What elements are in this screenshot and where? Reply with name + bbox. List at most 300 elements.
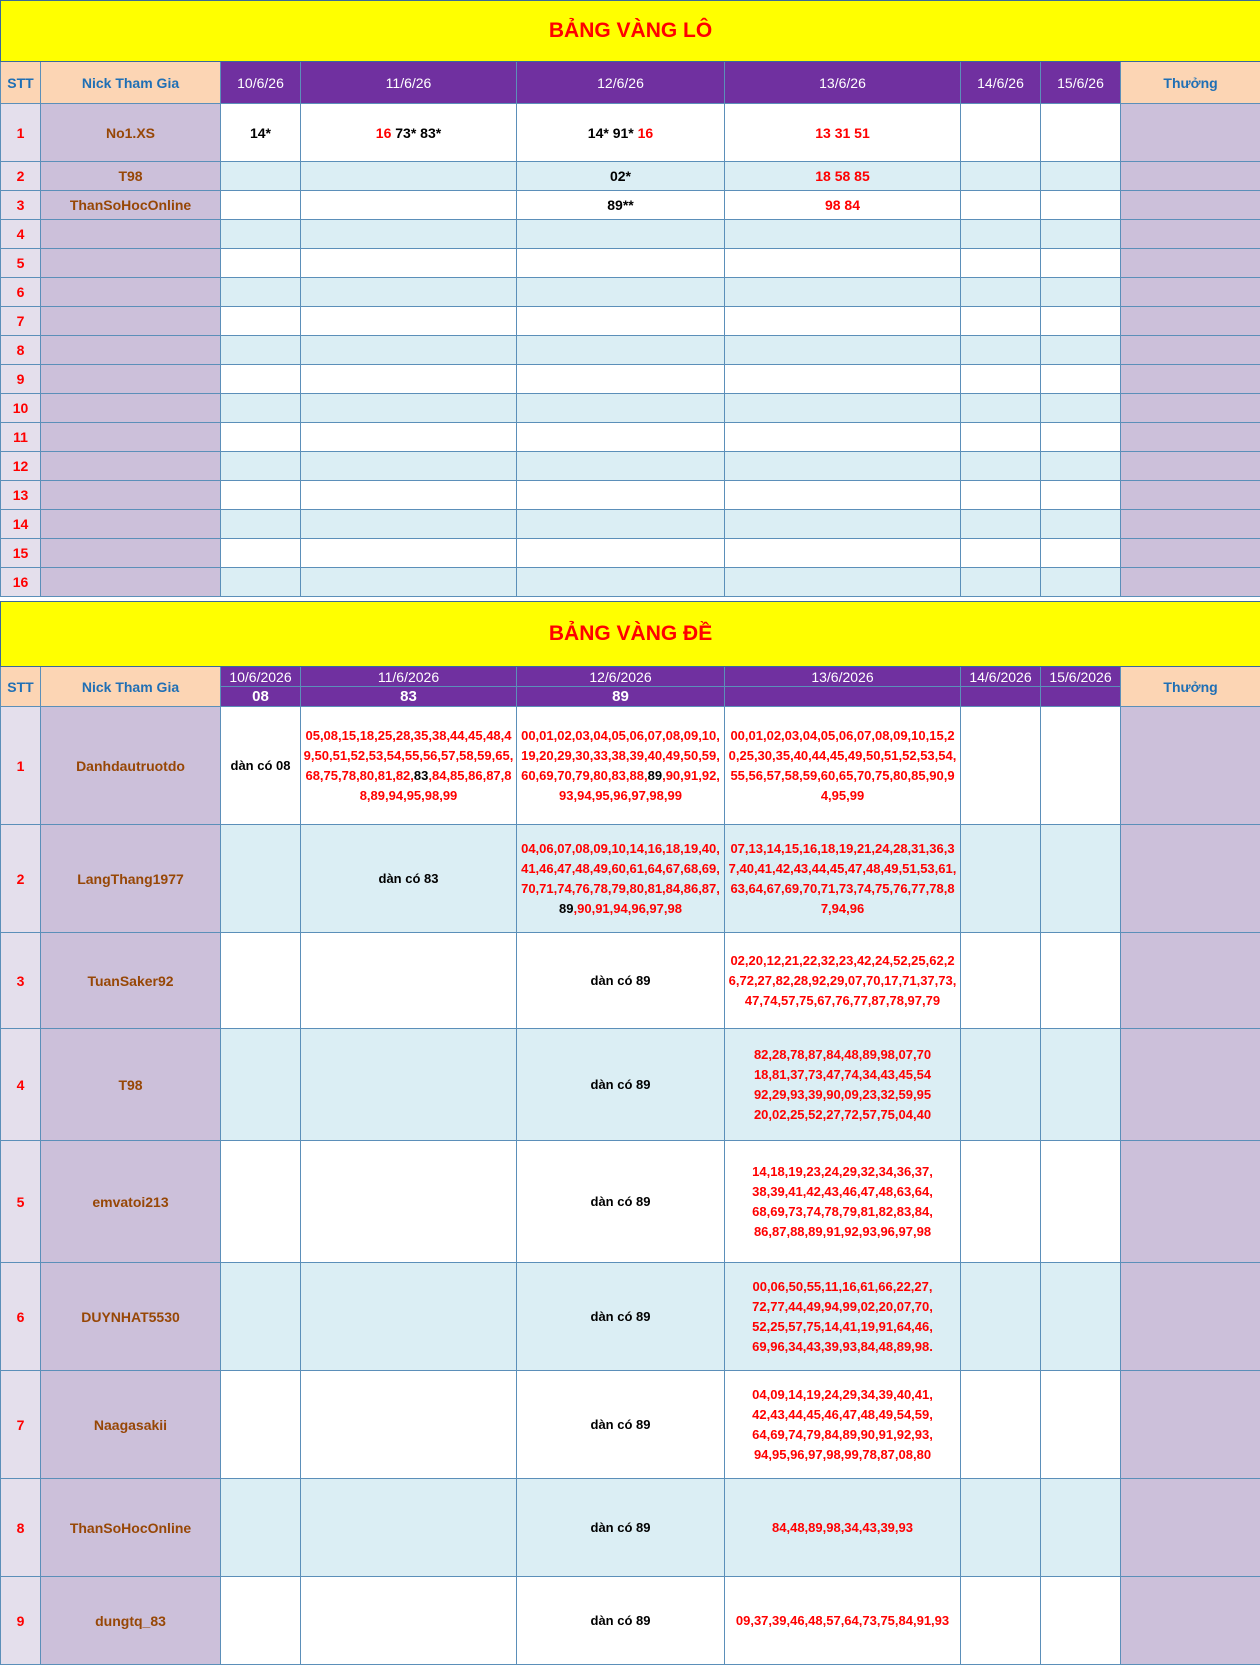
- lo-cell: [725, 307, 961, 336]
- de-numbers: 07,13,14,15,16,18,19,21,24,28,31,36,37,40,41,42,43,44,45,47,48,49,51,53,61,63,64,67,69,70,71,73,74,75,76,77,78,87,94,96: [728, 840, 957, 916]
- table-row: [1, 365, 1260, 394]
- table-row: [1, 220, 1260, 249]
- row-stt: 5: [1, 249, 41, 278]
- lo-cell: [517, 481, 725, 510]
- lo-cell: [221, 423, 301, 452]
- de-result: [1041, 687, 1121, 707]
- lo-cell: [725, 365, 961, 394]
- lo-cell: [725, 394, 961, 423]
- row-stt: 16: [1, 568, 41, 597]
- lo-cell: [1041, 481, 1121, 510]
- row-stt: 2: [1, 825, 41, 933]
- de-cell: [221, 825, 301, 933]
- row-stt: 10: [1, 394, 41, 423]
- lo-header-nick: Nick Tham Gia: [41, 62, 221, 104]
- row-nick: No1.XS: [41, 104, 221, 162]
- row-reward: [1121, 1141, 1260, 1263]
- de-cell: dàn có 08: [221, 707, 301, 825]
- lo-cell: [1041, 365, 1121, 394]
- de-cell: [725, 707, 961, 825]
- lo-cell: [961, 307, 1041, 336]
- row-reward: [1121, 452, 1260, 481]
- de-cell: [1041, 1371, 1121, 1479]
- lo-cell: [221, 162, 301, 191]
- de-cell: [961, 1577, 1041, 1665]
- de-header-nick: Nick Tham Gia: [41, 667, 221, 707]
- de-numbers: 14,18,19,23,24,29,32,34,36,37, 38,39,41,42,43,46,47,48,63,64, 68,69,73,74,78,79,81,82,83,84, 86,87,88,89,91,92,93,96,97,98: [752, 1163, 933, 1239]
- lo-cell: [517, 452, 725, 481]
- lo-cell: [961, 481, 1041, 510]
- row-stt: 1: [1, 104, 41, 162]
- table-row: [1, 510, 1260, 539]
- lo-cell: [301, 423, 517, 452]
- lo-cell: [1041, 307, 1121, 336]
- de-result: [961, 687, 1041, 707]
- de-cell: dàn có 89: [517, 1141, 725, 1263]
- row-nick: [41, 307, 221, 336]
- lo-cell: [961, 336, 1041, 365]
- table-row: [1, 1141, 1260, 1263]
- lo-cell: [725, 568, 961, 597]
- de-numbers: 05,08,15,18,25,28,35,38,44,45,48,49,50,51,52,53,54,55,56,57,58,59,65,68,75,78,80,81,82,: [303, 727, 514, 783]
- row-reward: [1121, 1263, 1260, 1371]
- lo-cell: [221, 365, 301, 394]
- row-stt: 5: [1, 1141, 41, 1263]
- lo-table: [0, 0, 1260, 597]
- lo-cell: [1041, 162, 1121, 191]
- lo-cell: [961, 220, 1041, 249]
- lo-cell: 13 31 51: [725, 104, 961, 162]
- row-reward: [1121, 191, 1260, 220]
- de-cell: [961, 707, 1041, 825]
- table-row: [1, 191, 1260, 220]
- row-stt: 14: [1, 510, 41, 539]
- lo-cell: [725, 481, 961, 510]
- row-stt: 2: [1, 162, 41, 191]
- row-reward: [1121, 933, 1260, 1029]
- row-reward: [1121, 825, 1260, 933]
- row-reward: [1121, 707, 1260, 825]
- lo-header-date: 15/6/26: [1041, 62, 1121, 104]
- row-stt: 6: [1, 1263, 41, 1371]
- de-hit: 89: [647, 767, 663, 783]
- row-reward: [1121, 481, 1260, 510]
- lo-cell: [221, 191, 301, 220]
- lo-cell: [301, 249, 517, 278]
- lo-cell: [301, 365, 517, 394]
- de-cell: dàn có 89: [517, 1479, 725, 1577]
- lo-header-stt: STT: [1, 62, 41, 104]
- row-nick: [41, 568, 221, 597]
- lo-hit: 16: [637, 124, 654, 141]
- lo-cell: [301, 481, 517, 510]
- de-hit: 89: [559, 900, 574, 916]
- lo-cell: [221, 249, 301, 278]
- table-row: [1, 452, 1260, 481]
- de-cell: dàn có 89: [517, 933, 725, 1029]
- row-nick: [41, 510, 221, 539]
- lo-cell: [1041, 423, 1121, 452]
- de-header-date: 10/6/2026: [221, 667, 301, 687]
- de-numbers: 00,01,02,03,04,05,06,07,08,09,10,15,20,25,30,35,40,44,45,49,50,51,52,53,54,55,56,57,58,59,60,65,70,75,80,85,90,94,95,99: [728, 727, 957, 803]
- lo-header-date: 10/6/26: [221, 62, 301, 104]
- lo-cell: [725, 452, 961, 481]
- lo-cell: [961, 162, 1041, 191]
- de-cell: [725, 1479, 961, 1577]
- de-cell: [301, 1371, 517, 1479]
- lo-hit: 16: [375, 124, 392, 141]
- lo-cell: [517, 307, 725, 336]
- de-cell: dàn có 83: [301, 825, 517, 933]
- de-cell: [1041, 707, 1121, 825]
- lo-cell: [1041, 539, 1121, 568]
- lo-cell: [517, 539, 725, 568]
- table-row: [1, 707, 1260, 825]
- de-numbers: ,90,91,92,93,94,95,96,97,98,99: [559, 767, 720, 803]
- lo-cell: [301, 394, 517, 423]
- lo-cell: 02*: [517, 162, 725, 191]
- lo-cell: [517, 365, 725, 394]
- de-cell: [961, 825, 1041, 933]
- de-cell: [221, 1577, 301, 1665]
- lo-cell: [1041, 249, 1121, 278]
- table-row: [1, 278, 1260, 307]
- row-nick: ThanSoHocOnline: [41, 191, 221, 220]
- table-row: [1, 481, 1260, 510]
- lo-cell: [221, 307, 301, 336]
- row-nick: [41, 394, 221, 423]
- lo-cell: [725, 423, 961, 452]
- lo-cell: [1041, 104, 1121, 162]
- lo-cell: [221, 539, 301, 568]
- de-cell: [961, 1029, 1041, 1141]
- row-reward: [1121, 307, 1260, 336]
- lo-cell: [301, 452, 517, 481]
- table-row: [1, 1263, 1260, 1371]
- de-cell: [725, 825, 961, 933]
- lo-cell: [517, 249, 725, 278]
- de-numbers: 84,48,89,98,34,43,39,93: [772, 1519, 913, 1535]
- de-header-date: 11/6/2026: [301, 667, 517, 687]
- lo-cell: [1041, 452, 1121, 481]
- lo-cell: [517, 423, 725, 452]
- lo-cell: [1041, 278, 1121, 307]
- lo-cell: [961, 249, 1041, 278]
- row-stt: 13: [1, 481, 41, 510]
- lo-cell: [1041, 191, 1121, 220]
- row-reward: [1121, 162, 1260, 191]
- row-nick: LangThang1977: [41, 825, 221, 933]
- row-nick: [41, 278, 221, 307]
- de-cell: [1041, 1029, 1121, 1141]
- row-stt: 3: [1, 933, 41, 1029]
- table-row: [1, 249, 1260, 278]
- lo-cell: [221, 568, 301, 597]
- de-cell: [961, 1371, 1041, 1479]
- row-nick: Danhdautruotdo: [41, 707, 221, 825]
- row-stt: 15: [1, 539, 41, 568]
- table-row: [1, 162, 1260, 191]
- row-reward: [1121, 220, 1260, 249]
- row-stt: 6: [1, 278, 41, 307]
- de-cell: [725, 933, 961, 1029]
- row-stt: 4: [1, 1029, 41, 1141]
- row-nick: T98: [41, 1029, 221, 1141]
- lo-cell: [517, 568, 725, 597]
- de-numbers: 09,37,39,46,48,57,64,73,75,84,91,93: [735, 1612, 950, 1628]
- row-reward: [1121, 336, 1260, 365]
- row-reward: [1121, 1479, 1260, 1577]
- lo-title: BẢNG VÀNG LÔ: [1, 1, 1260, 62]
- de-header-stt: STT: [1, 667, 41, 707]
- row-reward: [1121, 568, 1260, 597]
- de-cell: [725, 1263, 961, 1371]
- lo-header-date: 13/6/26: [725, 62, 961, 104]
- lo-cell: [221, 278, 301, 307]
- de-header-date: 15/6/2026: [1041, 667, 1121, 687]
- lo-cell: [221, 336, 301, 365]
- row-nick: ThanSoHocOnline: [41, 1479, 221, 1577]
- de-header-date: 13/6/2026: [725, 667, 961, 687]
- table-row: [1, 825, 1260, 933]
- row-nick: [41, 249, 221, 278]
- row-nick: [41, 539, 221, 568]
- lo-cell: [221, 481, 301, 510]
- de-numbers: 04,06,07,08,09,10,14,16,18,19,40,41,46,47,48,49,60,61,64,67,68,69,70,71,74,76,78,79,80,81,84,86,87,: [521, 840, 720, 896]
- lo-cell: [961, 423, 1041, 452]
- de-cell: [221, 1371, 301, 1479]
- lo-cell: [725, 510, 961, 539]
- de-cell: [221, 1479, 301, 1577]
- lo-cell: [221, 510, 301, 539]
- row-reward: [1121, 365, 1260, 394]
- de-cell: [301, 933, 517, 1029]
- lo-cell: [725, 220, 961, 249]
- row-reward: [1121, 1029, 1260, 1141]
- de-header-reward: Thưởng: [1121, 667, 1260, 707]
- lo-cell: [301, 162, 517, 191]
- lo-cell: [301, 278, 517, 307]
- lo-header-reward: Thưởng: [1121, 62, 1260, 104]
- row-nick: [41, 336, 221, 365]
- table-row: [1, 307, 1260, 336]
- row-nick: [41, 365, 221, 394]
- lo-pick: 14* 91*: [587, 124, 638, 141]
- de-cell: [301, 707, 517, 825]
- row-stt: 9: [1, 365, 41, 394]
- de-numbers: 02,20,12,21,22,32,23,42,24,52,25,62,26,72,27,82,28,92,29,07,70,17,71,37,73,47,74,57,75,67,76,77,87,78,97,79: [728, 952, 957, 1008]
- lo-cell: [301, 539, 517, 568]
- row-reward: [1121, 1577, 1260, 1665]
- de-cell: [961, 1263, 1041, 1371]
- row-stt: 12: [1, 452, 41, 481]
- row-reward: [1121, 423, 1260, 452]
- lo-cell: [1041, 510, 1121, 539]
- lo-header-date: 12/6/26: [517, 62, 725, 104]
- de-cell: [301, 1263, 517, 1371]
- de-cell: [221, 933, 301, 1029]
- table-row: [1, 1371, 1260, 1479]
- row-nick: DUYNHAT5530: [41, 1263, 221, 1371]
- row-stt: 7: [1, 1371, 41, 1479]
- table-row: [1, 1577, 1260, 1665]
- de-cell: [221, 1141, 301, 1263]
- de-cell: [725, 1371, 961, 1479]
- lo-cell: [301, 307, 517, 336]
- table-row: [1, 1029, 1260, 1141]
- de-cell: [1041, 1141, 1121, 1263]
- lo-cell: [1041, 220, 1121, 249]
- row-reward: [1121, 104, 1260, 162]
- de-cell: [301, 1577, 517, 1665]
- de-result: [725, 687, 961, 707]
- lo-pick: 73* 83*: [391, 124, 442, 141]
- row-stt: 9: [1, 1577, 41, 1665]
- de-header-date: 14/6/2026: [961, 667, 1041, 687]
- lo-cell: [961, 278, 1041, 307]
- row-nick: dungtq_83: [41, 1577, 221, 1665]
- row-nick: [41, 452, 221, 481]
- lo-cell: [301, 510, 517, 539]
- row-stt: 8: [1, 1479, 41, 1577]
- lo-cell: 98 84: [725, 191, 961, 220]
- row-reward: [1121, 1371, 1260, 1479]
- lo-cell: [517, 278, 725, 307]
- table-row: [1, 1479, 1260, 1577]
- de-numbers: 82,28,78,87,84,48,89,98,07,70 18,81,37,73,47,74,34,43,45,54 92,29,93,39,90,09,23,32,59,95 20,02,25,52,27,72,57,75,04,40: [753, 1046, 932, 1122]
- lo-cell: [961, 539, 1041, 568]
- table-row: [1, 568, 1260, 597]
- row-reward: [1121, 249, 1260, 278]
- de-numbers: ,84,85,86,87,88,89,94,95,98,99: [359, 767, 512, 803]
- de-cell: [961, 1479, 1041, 1577]
- lo-cell: [1041, 568, 1121, 597]
- row-nick: TuanSaker92: [41, 933, 221, 1029]
- de-cell: [221, 1029, 301, 1141]
- table-row: [1, 104, 1260, 162]
- row-stt: 1: [1, 707, 41, 825]
- de-cell: dàn có 89: [517, 1263, 725, 1371]
- row-stt: 4: [1, 220, 41, 249]
- row-stt: 8: [1, 336, 41, 365]
- de-result: 89: [517, 687, 725, 707]
- de-cell: [517, 707, 725, 825]
- de-cell: dàn có 89: [517, 1577, 725, 1665]
- row-nick: T98: [41, 162, 221, 191]
- de-hit: 83: [413, 767, 429, 783]
- lo-cell: [961, 394, 1041, 423]
- lo-cell: [517, 336, 725, 365]
- lo-cell: [221, 220, 301, 249]
- row-stt: 11: [1, 423, 41, 452]
- lo-cell: [301, 191, 517, 220]
- lo-cell: [725, 539, 961, 568]
- de-cell: [301, 1479, 517, 1577]
- row-stt: 7: [1, 307, 41, 336]
- de-cell: [961, 933, 1041, 1029]
- lo-header-date: 14/6/26: [961, 62, 1041, 104]
- de-cell: [961, 1141, 1041, 1263]
- de-cell: [725, 1577, 961, 1665]
- lo-cell: [961, 510, 1041, 539]
- lo-cell: [517, 510, 725, 539]
- lo-cell: [221, 452, 301, 481]
- de-cell: [301, 1141, 517, 1263]
- lo-cell: [517, 394, 725, 423]
- de-table: [0, 601, 1260, 1665]
- table-row: [1, 423, 1260, 452]
- de-cell: [725, 1141, 961, 1263]
- de-title: BẢNG VÀNG ĐỀ: [1, 602, 1260, 667]
- de-cell: [725, 1029, 961, 1141]
- lo-cell: [725, 249, 961, 278]
- lo-cell: 18 58 85: [725, 162, 961, 191]
- row-reward: [1121, 510, 1260, 539]
- de-numbers: 00,01,02,03,04,05,06,07,08,09,10,19,20,29,30,33,38,39,40,49,50,59,60,69,70,79,80,83,88,: [521, 727, 720, 783]
- lo-cell: [301, 104, 517, 162]
- de-numbers: 04,09,14,19,24,29,34,39,40,41, 42,43,44,45,46,47,48,49,54,59, 64,69,74,79,84,89,90,91,92,93, 94,95,96,97,98,99,78,87,08,80: [752, 1386, 933, 1462]
- de-cell: [1041, 1263, 1121, 1371]
- lo-cell: [961, 191, 1041, 220]
- de-cell: [221, 1263, 301, 1371]
- lo-cell: [961, 104, 1041, 162]
- de-cell: dàn có 89: [517, 1029, 725, 1141]
- lo-cell: [961, 452, 1041, 481]
- row-nick: [41, 220, 221, 249]
- lo-cell: [301, 568, 517, 597]
- lo-cell: [517, 220, 725, 249]
- de-cell: [1041, 1479, 1121, 1577]
- lo-cell: [1041, 336, 1121, 365]
- de-result: 83: [301, 687, 517, 707]
- lo-cell: [301, 220, 517, 249]
- de-cell: [1041, 1577, 1121, 1665]
- lo-cell: [517, 104, 725, 162]
- row-nick: [41, 423, 221, 452]
- de-numbers: 00,06,50,55,11,16,61,66,22,27, 72,77,44,49,94,99,02,20,07,70, 52,25,57,75,14,41,19,91,64,46, 69,96,34,43,39,93,84,48,89,98.: [752, 1278, 933, 1354]
- lo-cell: [961, 568, 1041, 597]
- row-nick: emvatoi213: [41, 1141, 221, 1263]
- de-cell: [1041, 933, 1121, 1029]
- table-row: [1, 336, 1260, 365]
- row-stt: 3: [1, 191, 41, 220]
- lo-cell: 89**: [517, 191, 725, 220]
- de-result: 08: [221, 687, 301, 707]
- de-numbers: ,90,91,94,96,97,98: [573, 900, 682, 916]
- row-reward: [1121, 539, 1260, 568]
- row-nick: [41, 481, 221, 510]
- lo-cell: [725, 336, 961, 365]
- lo-cell: [961, 365, 1041, 394]
- de-cell: dàn có 89: [517, 1371, 725, 1479]
- table-row: [1, 933, 1260, 1029]
- lo-cell: [301, 336, 517, 365]
- lo-cell: [221, 394, 301, 423]
- table-row: [1, 539, 1260, 568]
- de-cell: [301, 1029, 517, 1141]
- row-nick: Naagasakii: [41, 1371, 221, 1479]
- lo-cell: 14*: [221, 104, 301, 162]
- lo-cell: [725, 278, 961, 307]
- de-cell: [517, 825, 725, 933]
- lo-cell: [1041, 394, 1121, 423]
- table-row: [1, 394, 1260, 423]
- de-header-date: 12/6/2026: [517, 667, 725, 687]
- de-cell: [1041, 825, 1121, 933]
- row-reward: [1121, 278, 1260, 307]
- row-reward: [1121, 394, 1260, 423]
- lo-header-date: 11/6/26: [301, 62, 517, 104]
